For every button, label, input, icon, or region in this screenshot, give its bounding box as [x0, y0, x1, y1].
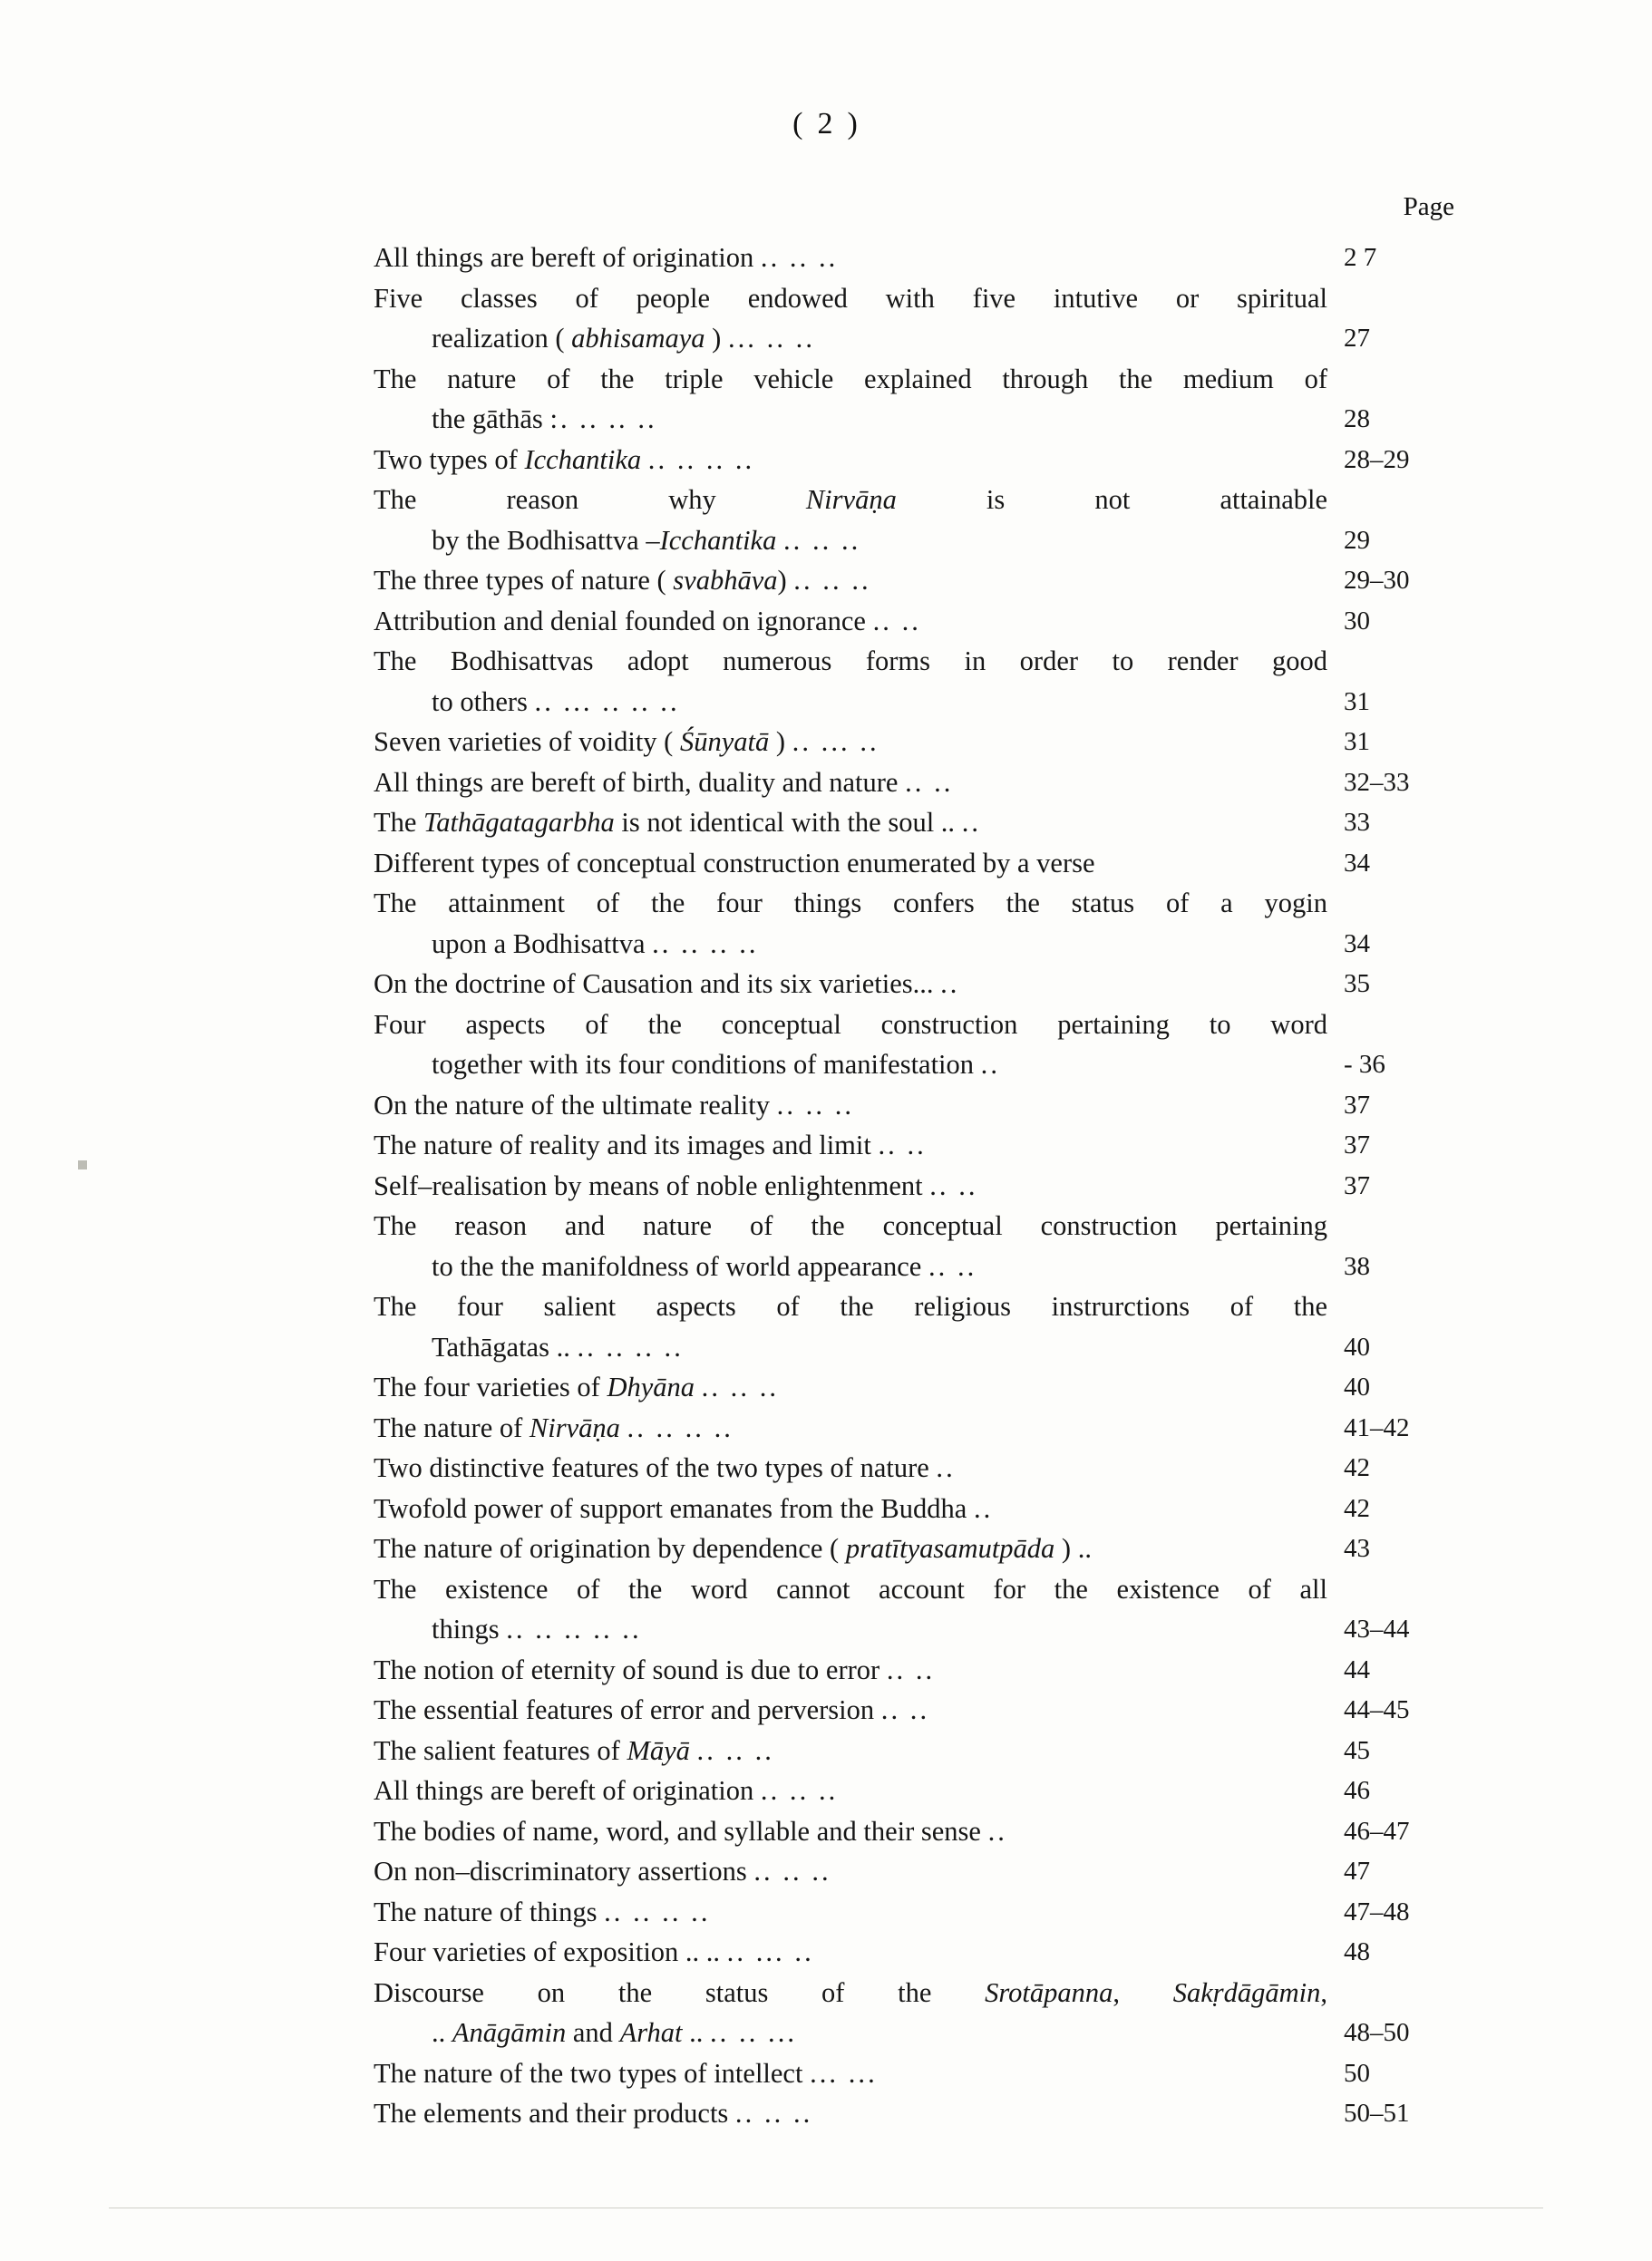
toc-entry	[374, 560, 1480, 601]
toc-entry-page: 42	[1344, 1453, 1370, 1482]
toc-leader-dots: .. ..	[929, 1169, 978, 1201]
toc-entry-page: 40	[1344, 1332, 1370, 1362]
toc-entry-page: 31	[1344, 727, 1370, 756]
toc-entry-page: 38	[1344, 1251, 1370, 1281]
toc-entry-title: Four varieties of exposition .. .. .. ... ..	[374, 1936, 814, 1967]
page-column-header: Page	[1403, 192, 1454, 221]
toc-leader-dots: ..	[940, 968, 960, 999]
toc-entry	[374, 843, 1480, 884]
toc-entry	[374, 1206, 1480, 1286]
toc-entry-title: On non–discriminatory assertions .. .. ..	[374, 1856, 831, 1887]
toc-leader-dots: ..	[961, 807, 982, 838]
toc-leader-dots: .. ... ..	[726, 1936, 814, 1967]
toc-entry	[374, 1286, 1480, 1367]
toc-entry-page: 50–51	[1344, 2099, 1410, 2128]
toc-entry	[374, 2093, 1480, 2134]
page-number-value: 2	[817, 107, 835, 141]
toc-entry	[374, 238, 1480, 278]
toc-entry-title-line1: Five classes of people endowed with five intutive or spiritual	[374, 282, 1327, 314]
toc-entry	[374, 1892, 1480, 1933]
page-number-open-paren: (	[792, 107, 805, 141]
toc-leader-dots: :. .. .. ..	[549, 403, 657, 434]
toc-entry-title	[374, 1973, 1344, 2053]
toc-entry-title-line1: The existence of the word cannot account for the existence of all	[374, 1573, 1327, 1605]
toc-entry-title: The notion of eternity of sound is due to error .. ..	[374, 1654, 936, 1685]
toc-entry	[374, 1408, 1480, 1449]
toc-leader-dots: ..	[980, 1049, 1001, 1080]
toc-leader-dots: .. .. ..	[696, 1734, 774, 1766]
toc-entry-page: - 36	[1344, 1050, 1385, 1079]
toc-entry	[374, 641, 1480, 722]
toc-entry-title	[374, 1569, 1344, 1650]
toc-entry-title	[374, 1004, 1344, 1085]
toc-leader-dots: .. ..	[878, 1130, 927, 1160]
toc-entry-page: 48–50	[1344, 2018, 1410, 2047]
toc-entry-title: All things are bereft of origination .. .. ..	[374, 242, 839, 273]
toc-entry	[374, 883, 1480, 964]
toc-leader-dots: .. .. ..	[760, 242, 839, 273]
toc-entry-title-line2: to the the manifoldness of world appearance .. ..	[432, 1250, 977, 1282]
toc-leader-dots: .. .. ..	[753, 1856, 831, 1887]
toc-entry-title: Self–realisation by means of noble enlightenment .. ..	[374, 1169, 978, 1201]
toc-entry	[374, 359, 1480, 440]
toc-entry	[374, 964, 1480, 1004]
toc-leader-dots: .. .. .. ..	[627, 1412, 734, 1443]
toc-entry-title: All things are bereft of birth, duality and nature .. ..	[374, 766, 954, 798]
toc-leader-dots: .. .. ..	[734, 2098, 813, 2129]
toc-entry-title-line2: .. Anāgāmin and Arhat .. .. .. ...	[432, 2017, 798, 2048]
toc-entry	[374, 1125, 1480, 1166]
toc-entry	[374, 1690, 1480, 1731]
toc-entry-title: The salient features of Māyā .. .. ..	[374, 1734, 774, 1766]
toc-leader-dots: ..	[987, 1815, 1007, 1847]
toc-entry-page: 44–45	[1344, 1695, 1410, 1724]
toc-entry-page: 45	[1344, 1735, 1370, 1765]
toc-entry	[374, 1166, 1480, 1207]
toc-leader-dots: .. .. ..	[793, 565, 871, 596]
toc-entry-title: The nature of origination by dependence ( pratītyasamutpāda ) ..	[374, 1533, 1092, 1564]
toc-leader-dots: .. .. .. ..	[652, 927, 759, 959]
toc-entry-page: 29–30	[1344, 566, 1410, 595]
toc-entry-title	[374, 480, 1344, 560]
toc-entry	[374, 1731, 1480, 1771]
toc-entry-title: Attribution and denial founded on ignorance .. ..	[374, 605, 921, 636]
toc-entry-page: 29	[1344, 525, 1370, 555]
toc-entry	[374, 440, 1480, 480]
toc-entry-title-line2: upon a Bodhisattva .. .. .. ..	[432, 927, 759, 959]
toc-entry-page: 37	[1344, 1130, 1370, 1160]
toc-entry-title-line2: realization ( abhisamaya ) ... .. ..	[432, 323, 816, 354]
toc-entry-page: 34	[1344, 928, 1370, 958]
toc-entry-page: 37	[1344, 1090, 1370, 1120]
toc-entry-title: All things are bereft of origination .. .. ..	[374, 1775, 839, 1806]
toc-leader-dots: .. .. .. .. ..	[506, 1614, 642, 1645]
toc-entry-title: The nature of things .. .. .. ..	[374, 1896, 711, 1927]
toc-leader-dots: .. .. .. ..	[577, 1331, 684, 1363]
toc-entry	[374, 1650, 1480, 1691]
toc-entry	[374, 2053, 1480, 2094]
toc-entry	[374, 601, 1480, 642]
toc-entry-title-line2: by the Bodhisattva –Icchantika .. .. ..	[432, 524, 861, 556]
toc-entry-title: The bodies of name, word, and syllable and their sense ..	[374, 1815, 1007, 1847]
toc-entry	[374, 1569, 1480, 1650]
toc-leader-dots: .. ..	[928, 1250, 977, 1282]
toc-entry-title-line2: Tathāgatas .. .. .. .. ..	[432, 1331, 684, 1363]
toc-leader-dots: ... ...	[810, 2057, 878, 2089]
toc-leader-dots: .. .. ..	[701, 1372, 780, 1402]
toc-entry-title	[374, 641, 1344, 722]
page-number	[0, 107, 1652, 141]
toc-entry	[374, 1851, 1480, 1892]
toc-entry-title: Two types of Icchantika .. .. .. ..	[374, 443, 755, 475]
toc-entry-title-line1: Four aspects of the conceptual construction pertaining to word	[374, 1008, 1327, 1040]
toc-entry-page: 41–42	[1344, 1412, 1410, 1442]
toc-entry-title: Two distinctive features of the two types of nature ..	[374, 1452, 956, 1483]
toc-entry-title-line1: The nature of the triple vehicle explained through the medium of	[374, 363, 1327, 394]
toc-entry	[374, 1528, 1480, 1569]
toc-entry-title	[374, 1206, 1344, 1286]
toc-entry-page: 30	[1344, 606, 1370, 636]
toc-entry-page: 43–44	[1344, 1615, 1410, 1644]
toc-entry-title-line1: The attainment of the four things confers the status of a yogin	[374, 888, 1327, 918]
toc-entry-page: 48	[1344, 1937, 1370, 1966]
toc-leader-dots: .. .. ...	[710, 2017, 798, 2048]
toc-entry-title	[374, 1286, 1344, 1367]
toc-leader-dots: .. .. .. ..	[604, 1896, 711, 1927]
toc-entry-page: 2 7	[1344, 243, 1377, 272]
toc-entry-title: The three types of nature ( svabhāva) .. .. ..	[374, 565, 871, 596]
toc-entry-title: Twofold power of support emanates from the Buddha ..	[374, 1492, 994, 1524]
toc-leader-dots: .. ..	[880, 1694, 930, 1725]
toc-entry-page: 40	[1344, 1373, 1370, 1402]
toc-entry	[374, 1489, 1480, 1529]
toc-leader-dots: ... .. ..	[727, 323, 816, 354]
toc-entry-page: 43	[1344, 1534, 1370, 1563]
toc-entry-title-line1: Discourse on the status of the Srotāpanna, Sakṛdāgāmin,	[374, 1976, 1328, 2008]
toc-entry-title-line1: The Bodhisattvas adopt numerous forms in order to render good	[374, 645, 1327, 676]
toc-entry	[374, 762, 1480, 803]
toc-entry-page: 31	[1344, 686, 1370, 716]
toc-entry	[374, 722, 1480, 762]
toc-entry-title-line1: The four salient aspects of the religious instrurctions of the	[374, 1291, 1327, 1322]
toc-entry-title-line1: The reason and nature of the conceptual construction pertaining	[374, 1210, 1327, 1241]
toc-leader-dots: .. ... .. .. ..	[534, 685, 680, 717]
toc-leader-dots: .. ..	[886, 1654, 936, 1685]
toc-entry-title-line2: things .. .. .. .. ..	[432, 1614, 642, 1645]
toc-entry	[374, 278, 1480, 359]
toc-entry	[374, 1973, 1480, 2053]
toc-entry	[374, 1932, 1480, 1973]
toc-entry-page: 32–33	[1344, 767, 1410, 797]
toc-leader-dots: .. .. ..	[760, 1775, 839, 1806]
toc-entry-title-line2: together with its four conditions of manifestation ..	[432, 1049, 1001, 1080]
toc-entry-title: The Tathāgatagarbha is not identical with the soul .. ..	[374, 807, 982, 838]
toc-entry-page: 46–47	[1344, 1816, 1410, 1846]
toc-entry	[374, 1367, 1480, 1408]
toc-entry	[374, 1004, 1480, 1085]
toc-entry-title: The elements and their products .. .. ..	[374, 2098, 813, 2129]
table-of-contents	[374, 238, 1480, 2134]
toc-entry-title: The four varieties of Dhyāna .. .. ..	[374, 1372, 780, 1402]
toc-entry	[374, 1811, 1480, 1852]
toc-entry	[374, 1085, 1480, 1126]
toc-entry-title: The essential features of error and perversion .. ..	[374, 1694, 930, 1725]
toc-entry-page: 35	[1344, 969, 1370, 998]
toc-entry-page: 42	[1344, 1493, 1370, 1523]
toc-entry-title: On the nature of the ultimate reality .. .. ..	[374, 1089, 855, 1121]
toc-entry-page: 28	[1344, 404, 1370, 433]
toc-leader-dots: .. ..	[905, 766, 954, 798]
toc-entry-title-line2: to others .. ... .. .. ..	[432, 685, 680, 717]
toc-leader-dots: ..	[973, 1492, 994, 1524]
toc-leader-dots: .. .. ..	[776, 1089, 855, 1121]
toc-entry-title: The nature of Nirvāṇa .. .. .. ..	[374, 1412, 734, 1443]
toc-leader-dots: ..	[936, 1452, 956, 1483]
toc-leader-dots: .. ..	[872, 605, 921, 636]
toc-entry-page: 34	[1344, 848, 1370, 878]
toc-leader-dots: .. .. ..	[782, 524, 861, 556]
toc-entry-page: 28–29	[1344, 444, 1410, 474]
toc-entry-title	[374, 278, 1344, 359]
toc-entry-page: 47	[1344, 1857, 1370, 1886]
toc-entry-title: Different types of conceptual construction enumerated by a verse	[374, 847, 1095, 878]
toc-entry-title-line1: The reason why Nirvāṇa is not attainable	[374, 484, 1327, 515]
toc-entry	[374, 802, 1480, 843]
toc-entry	[374, 480, 1480, 560]
toc-entry-page: 46	[1344, 1776, 1370, 1805]
toc-entry-page: 44	[1344, 1655, 1370, 1684]
toc-leader-dots: .. .. .. ..	[647, 443, 755, 475]
toc-entry	[374, 1448, 1480, 1489]
toc-entry-title	[374, 359, 1344, 440]
toc-entry-title: Seven varieties of voidity ( Śūnyatā ) .. ... ..	[374, 726, 879, 757]
toc-entry-page: 50	[1344, 2058, 1370, 2088]
toc-entry-page: 33	[1344, 808, 1370, 837]
toc-entry-title-line2: the gāthās :. .. .. ..	[432, 403, 657, 434]
toc-entry-title: The nature of reality and its images and limit .. ..	[374, 1130, 927, 1160]
toc-entry-title	[374, 883, 1344, 964]
toc-entry-title: On the doctrine of Causation and its six varieties... ..	[374, 968, 960, 999]
toc-entry	[374, 1771, 1480, 1811]
page-number-close-paren: )	[847, 107, 860, 141]
toc-leader-dots: .. ... ..	[792, 726, 879, 757]
toc-entry-page: 27	[1344, 324, 1370, 353]
toc-entry-page: 47–48	[1344, 1897, 1410, 1926]
page-speck	[78, 1160, 87, 1169]
toc-entry-title: The nature of the two types of intellect ... ...	[374, 2057, 878, 2089]
toc-entry-page: 37	[1344, 1170, 1370, 1200]
